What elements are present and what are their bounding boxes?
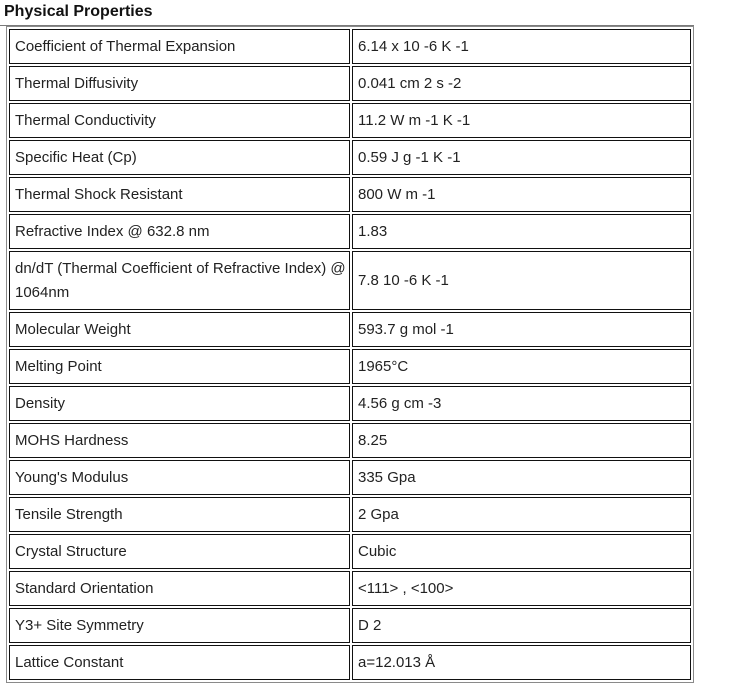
property-value-cell: 7.8 10 -6 K -1 [352, 251, 691, 310]
table-row [9, 571, 691, 606]
property-value-cell: 800 W m -1 [352, 177, 691, 212]
property-value-cell: 0.041 cm 2 s -2 [352, 66, 691, 101]
property-name-cell: Refractive Index @ 632.8 nm [9, 214, 350, 249]
property-value-cell: 1965°C [352, 349, 691, 384]
property-name-cell: dn/dT (Thermal Coefficient of Refractive Index) @ 1064nm [9, 251, 350, 310]
table-row [9, 214, 691, 249]
property-value-cell: 593.7 g mol -1 [352, 312, 691, 347]
property-name-cell: Young's Modulus [9, 460, 350, 495]
table-row [9, 140, 691, 175]
property-value-cell: <111> , <100> [352, 571, 691, 606]
property-name-cell: Molecular Weight [9, 312, 350, 347]
table-row [9, 66, 691, 101]
property-name-cell: Melting Point [9, 349, 350, 384]
table-row [9, 103, 691, 138]
property-name-cell: Thermal Conductivity [9, 103, 350, 138]
table-row [9, 349, 691, 384]
table-row [9, 177, 691, 212]
table-row [9, 251, 691, 310]
property-value-cell: Cubic [352, 534, 691, 569]
property-value-cell: D 2 [352, 608, 691, 643]
property-value-cell: a=12.013 Å [352, 645, 691, 680]
table-row [9, 386, 691, 421]
property-name-cell: Specific Heat (Cp) [9, 140, 350, 175]
property-name-cell: Tensile Strength [9, 497, 350, 532]
property-value-cell: 4.56 g cm -3 [352, 386, 691, 421]
property-name-cell: Thermal Diffusivity [9, 66, 350, 101]
property-value-cell: 335 Gpa [352, 460, 691, 495]
property-value-cell: 8.25 [352, 423, 691, 458]
property-name-cell: Thermal Shock Resistant [9, 177, 350, 212]
property-name-cell: Standard Orientation [9, 571, 350, 606]
property-name-cell: MOHS Hardness [9, 423, 350, 458]
table-row [9, 645, 691, 680]
table-row [9, 312, 691, 347]
table-row [9, 534, 691, 569]
section-title: Physical Properties [4, 3, 153, 20]
property-value-cell: 1.83 [352, 214, 691, 249]
property-value-cell: 2 Gpa [352, 497, 691, 532]
property-name-cell: Density [9, 386, 350, 421]
property-name-cell: Y3+ Site Symmetry [9, 608, 350, 643]
table-row [9, 29, 691, 64]
table-row [9, 497, 691, 532]
property-name-cell: Lattice Constant [9, 645, 350, 680]
property-value-cell: 6.14 x 10 -6 K -1 [352, 29, 691, 64]
table-row [9, 423, 691, 458]
table-row [9, 608, 691, 643]
property-value-cell: 11.2 W m -1 K -1 [352, 103, 691, 138]
property-name-cell: Crystal Structure [9, 534, 350, 569]
table-row [9, 460, 691, 495]
property-name-cell: Coefficient of Thermal Expansion [9, 29, 350, 64]
property-value-cell: 0.59 J g -1 K -1 [352, 140, 691, 175]
physical-properties-table [6, 26, 694, 683]
